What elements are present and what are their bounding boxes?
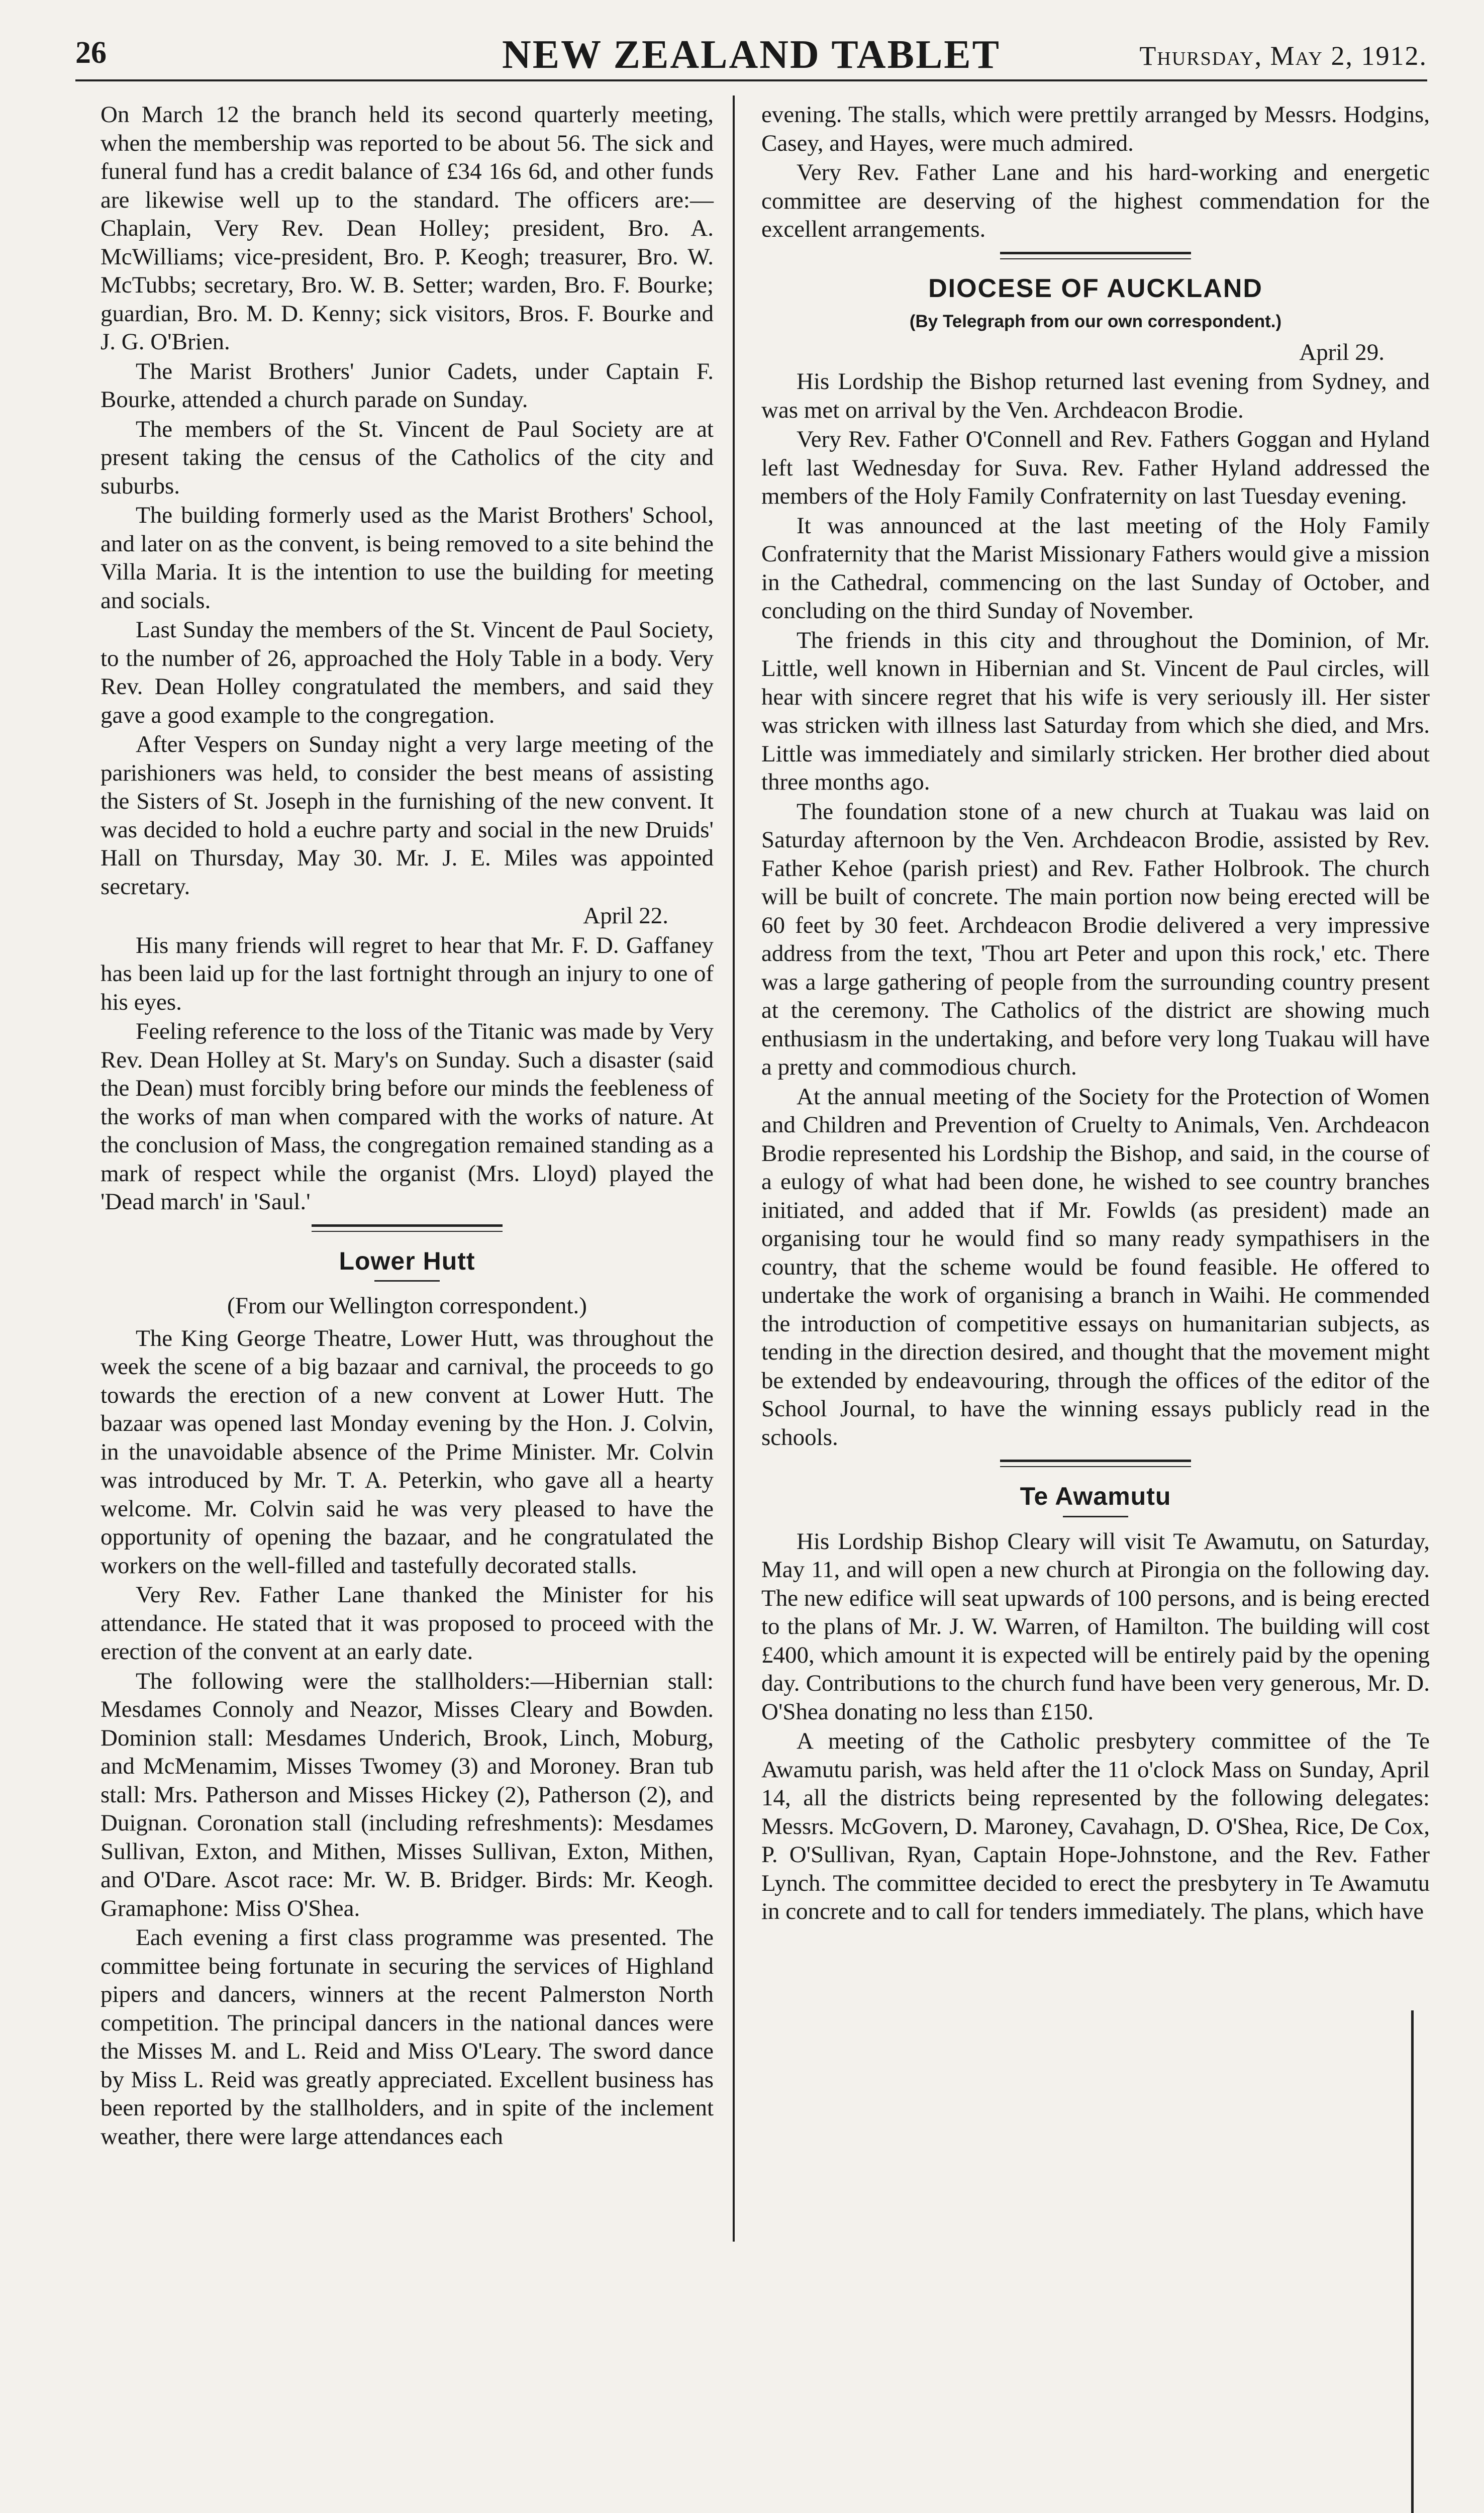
issue-date: Thursday, May 2, 1912. <box>1139 41 1427 71</box>
right-edge-rule <box>1411 2010 1414 2513</box>
article-paragraph: His many friends will regret to hear that Mr. F. D. Gaffaney has been laid up for the last fortnight through an injury to one of his eyes. <box>101 932 714 1015</box>
article-paragraph: The Marist Brothers' Junior Cadets, under Captain F. Bourke, attended a church parade on Sunday. <box>101 358 714 413</box>
article-paragraph: After Vespers on Sunday night a very large meeting of the parishioners was held, to consider the best means of assisting the Sisters of St. Joseph in the furnishing of the new convent. It was decided to hold a euchre party and social in the new Druids' Hall on Thursday, May 30. Mr. J. E. Miles was appointed secretary. <box>101 731 714 900</box>
article-paragraph: The friends in this city and throughout the Dominion, of Mr. Little, well known in Hibernian and St. Vincent de Paul circles, will hear with sincere regret that his wife is very seriously ill. Her sister was stricken with illness last Saturday from which she died, and Mrs. Little was immediately and similarly stricken. Her brother died about three months ago. <box>761 627 1430 795</box>
left-column <box>101 101 714 2152</box>
article-paragraph: evening. The stalls, which were prettily arranged by Messrs. Hodgins, Casey, and Hayes, were much admired. <box>761 102 1430 156</box>
section-heading-te-awamutu: Te Awamutu <box>1020 1482 1171 1510</box>
article-paragraph: His Lordship Bishop Cleary will visit Te Awamutu, on Saturday, May 11, and will open a new church at Pirongia on the following day. The new edifice will seat upwards of 100 persons, and is being erected to the plans of Mr. J. W. Warren, of Hamilton. The building will cost £400, which amount it is expected will be entirely paid by the opening day. Contributions to the church fund have been very generous, Mr. D. O'Shea donating no less than £150. <box>761 1528 1430 1725</box>
article-paragraph: His Lordship the Bishop returned last evening from Sydney, and was met on arrival by the Ven. Archdeacon Brodie. <box>761 368 1430 423</box>
telegraph-subheading: (By Telegraph from our own correspondent.) <box>909 312 1282 331</box>
article-paragraph: The King George Theatre, Lower Hutt, was throughout the week the scene of a big bazaar and carnival, the proceeds to go towards the erection of a new convent at Lower Hutt. The bazaar was opened last Monday evening by the Hon. J. Colvin, in the unavoidable absence of the Prime Minister. Mr. Colvin was introduced by Mr. T. A. Peterkin, who gave all a hearty welcome. Mr. Colvin said he was very pleased to have the opportunity of opening the bazaar, and he congratulated the workers on the well-filled and tastefully decorated stalls. <box>101 1325 714 1579</box>
column-divider <box>733 95 735 2242</box>
dateline-april-29: April 29. <box>1299 339 1384 365</box>
right-column <box>761 101 1430 1927</box>
short-rule <box>1063 1516 1128 1517</box>
article-paragraph: Very Rev. Father Lane and his hard-working and energetic committee are deserving of the highest commendation for the excellent arrangements. <box>761 159 1430 242</box>
article-paragraph: At the annual meeting of the Society for the Protection of Women and Children and Prevention of Cruelty to Animals, Ven. Archdeacon Brodie represented his Lordship the Bishop, and said, in the course of a eulogy of what had been done, he wished to see country branches initiated, and added that if Mr. Fowlds (as president) made an organising tour he would find so many ready sympathisers in the country, that the scheme would be found feasible. He offered to undertake the work of organising a branch in Waihi. He commended the introduction of competitive essays on humanitarian subjects, as tending in the direction desired, and thought that the movement might be extended by endeavouring, through the offices of the editor of the School Journal, to have the winning essays publicly read in the schools. <box>761 1083 1430 1451</box>
section-rule <box>1000 1460 1191 1467</box>
section-rule <box>312 1224 503 1232</box>
section-rule <box>1000 252 1191 259</box>
article-paragraph: Feeling reference to the loss of the Titanic was made by Very Rev. Dean Holley at St. Mary's on Sunday. Such a disaster (said the Dean) must forcibly bring before our minds the feebleness of the works of man when compared with the works of nature. At the conclusion of Mass, the congregation remained standing as a mark of respect while the organist (Mrs. Lloyd) played the 'Dead march' in 'Saul.' <box>101 1018 714 1215</box>
article-paragraph: Each evening a first class programme was presented. The committee being fortunate in securing the services of Highland pipers and dancers, winners at the recent Palmerston North competition. The principal dancers in the national dances were the Misses M. and L. Reid and Miss O'Leary. The sword dance by Miss L. Reid was greatly appreciated. Excellent business has been reported by the stallholders, and in spite of the inclement weather, there were large attendances each <box>101 1924 714 2150</box>
article-paragraph: On March 12 the branch held its second quarterly meeting, when the membership was reported to be about 56. The sick and funeral fund has a credit balance of £34 16s 6d, and other funds are likewise well up to the standard. The officers are:—Chaplain, Very Rev. Dean Holley; president, Bro. A. McWilliams; vice-president, Bro. P. Keogh; treasurer, Bro. W. McTubbs; secretary, Bro. W. B. Setter; warden, Bro. F. Bourke; guardian, Bro. M. D. Kenny; sick visitors, Bros. F. Bourke and J. G. O'Brien. <box>101 102 714 355</box>
correspondent-line: (From our Wellington correspondent.) <box>227 1293 587 1319</box>
article-paragraph: The building formerly used as the Marist Brothers' School, and later on as the convent, is being removed to a site behind the Villa Maria. It is the intention to use the building for meeting and socials. <box>101 502 714 614</box>
article-paragraph: The members of the St. Vincent de Paul Society are at present taking the census of the Catholics of the city and suburbs. <box>101 416 714 499</box>
article-paragraph: Very Rev. Father O'Connell and Rev. Fathers Goggan and Hyland left last Wednesday for Suva. Rev. Father Hyland addressed the members of the Holy Family Confraternity on last Tuesday evening. <box>761 426 1430 509</box>
article-paragraph: Very Rev. Father Lane thanked the Minister for his attendance. He stated that it was proposed to proceed with the erection of the convent at an early date. <box>101 1582 714 1665</box>
dateline-april-22: April 22. <box>583 903 668 929</box>
article-paragraph: A meeting of the Catholic presbytery committee of the Te Awamutu parish, was held after the 11 o'clock Mass on Sunday, April 14, all the districts being represented by the following delegates: Messrs. McGovern, D. Maroney, Cavahagn, D. O'Shea, Rice, De Cox, P. O'Sullivan, Ryan, Captain Hope-Johnstone, and the Rev. Father Lynch. The committee decided to erect the presbytery in Te Awamutu in concrete and to call for tenders immediately. The plans, which have <box>761 1728 1430 1924</box>
article-paragraph: The following were the stallholders:—Hibernian stall: Mesdames Connoly and Neazor, Misses Cleary and Bowden. Dominion stall: Mesdames Underich, Brook, Linch, Moburg, and McMenamim, Misses Twomey (3) and Moroney. Bran tub stall: Mrs. Patherson and Misses Hickey (2), Patherson (2), and Duignan. Coronation stall (including refreshments): Mesdames Sullivan, Exton, and Mithen, Misses Sullivan, Exton, Mithen, and O'Dare. Ascot race: Mr. W. B. Bridger. Birds: Mr. Keogh. Gramaphone: Miss O'Shea. <box>101 1668 714 1921</box>
article-paragraph: Last Sunday the members of the St. Vincent de Paul Society, to the number of 26, approached the Holy Table in a body. Very Rev. Dean Holley congratulated the members, and said they gave a good example to the congregation. <box>101 617 714 728</box>
section-heading-lower-hutt: Lower Hutt <box>339 1246 475 1275</box>
short-rule <box>374 1280 440 1282</box>
header-rule <box>75 79 1427 81</box>
section-heading-auckland: DIOCESE OF AUCKLAND <box>928 273 1263 303</box>
article-paragraph: It was announced at the last meeting of the Holy Family Confraternity that the Marist Missionary Fathers would give a mission in the Cathedral, commencing on the last Sunday of October, and concluding on the third Sunday of November. <box>761 512 1430 624</box>
page-number: 26 <box>75 36 107 70</box>
page-header <box>75 20 1427 75</box>
masthead-title: NEW ZEALAND TABLET <box>502 33 1001 77</box>
article-paragraph: The foundation stone of a new church at Tuakau was laid on Saturday afternoon by the Ven. Archdeacon Brodie, assisted by Rev. Father Kehoe (parish priest) and Rev. Father Holbrook. The church will be built of concrete. The main portion now being erected will be 60 feet by 30 feet. Archdeacon Brodie delivered a very impressive address from the text, 'Thou art Peter and upon this rock,' etc. There was a large gathering of people from the surrounding country present at the ceremony. The Catholics of the district are showing much enthusiasm in the undertaking, and before very long Tuakau will have a pretty and commodious church. <box>761 798 1430 1080</box>
